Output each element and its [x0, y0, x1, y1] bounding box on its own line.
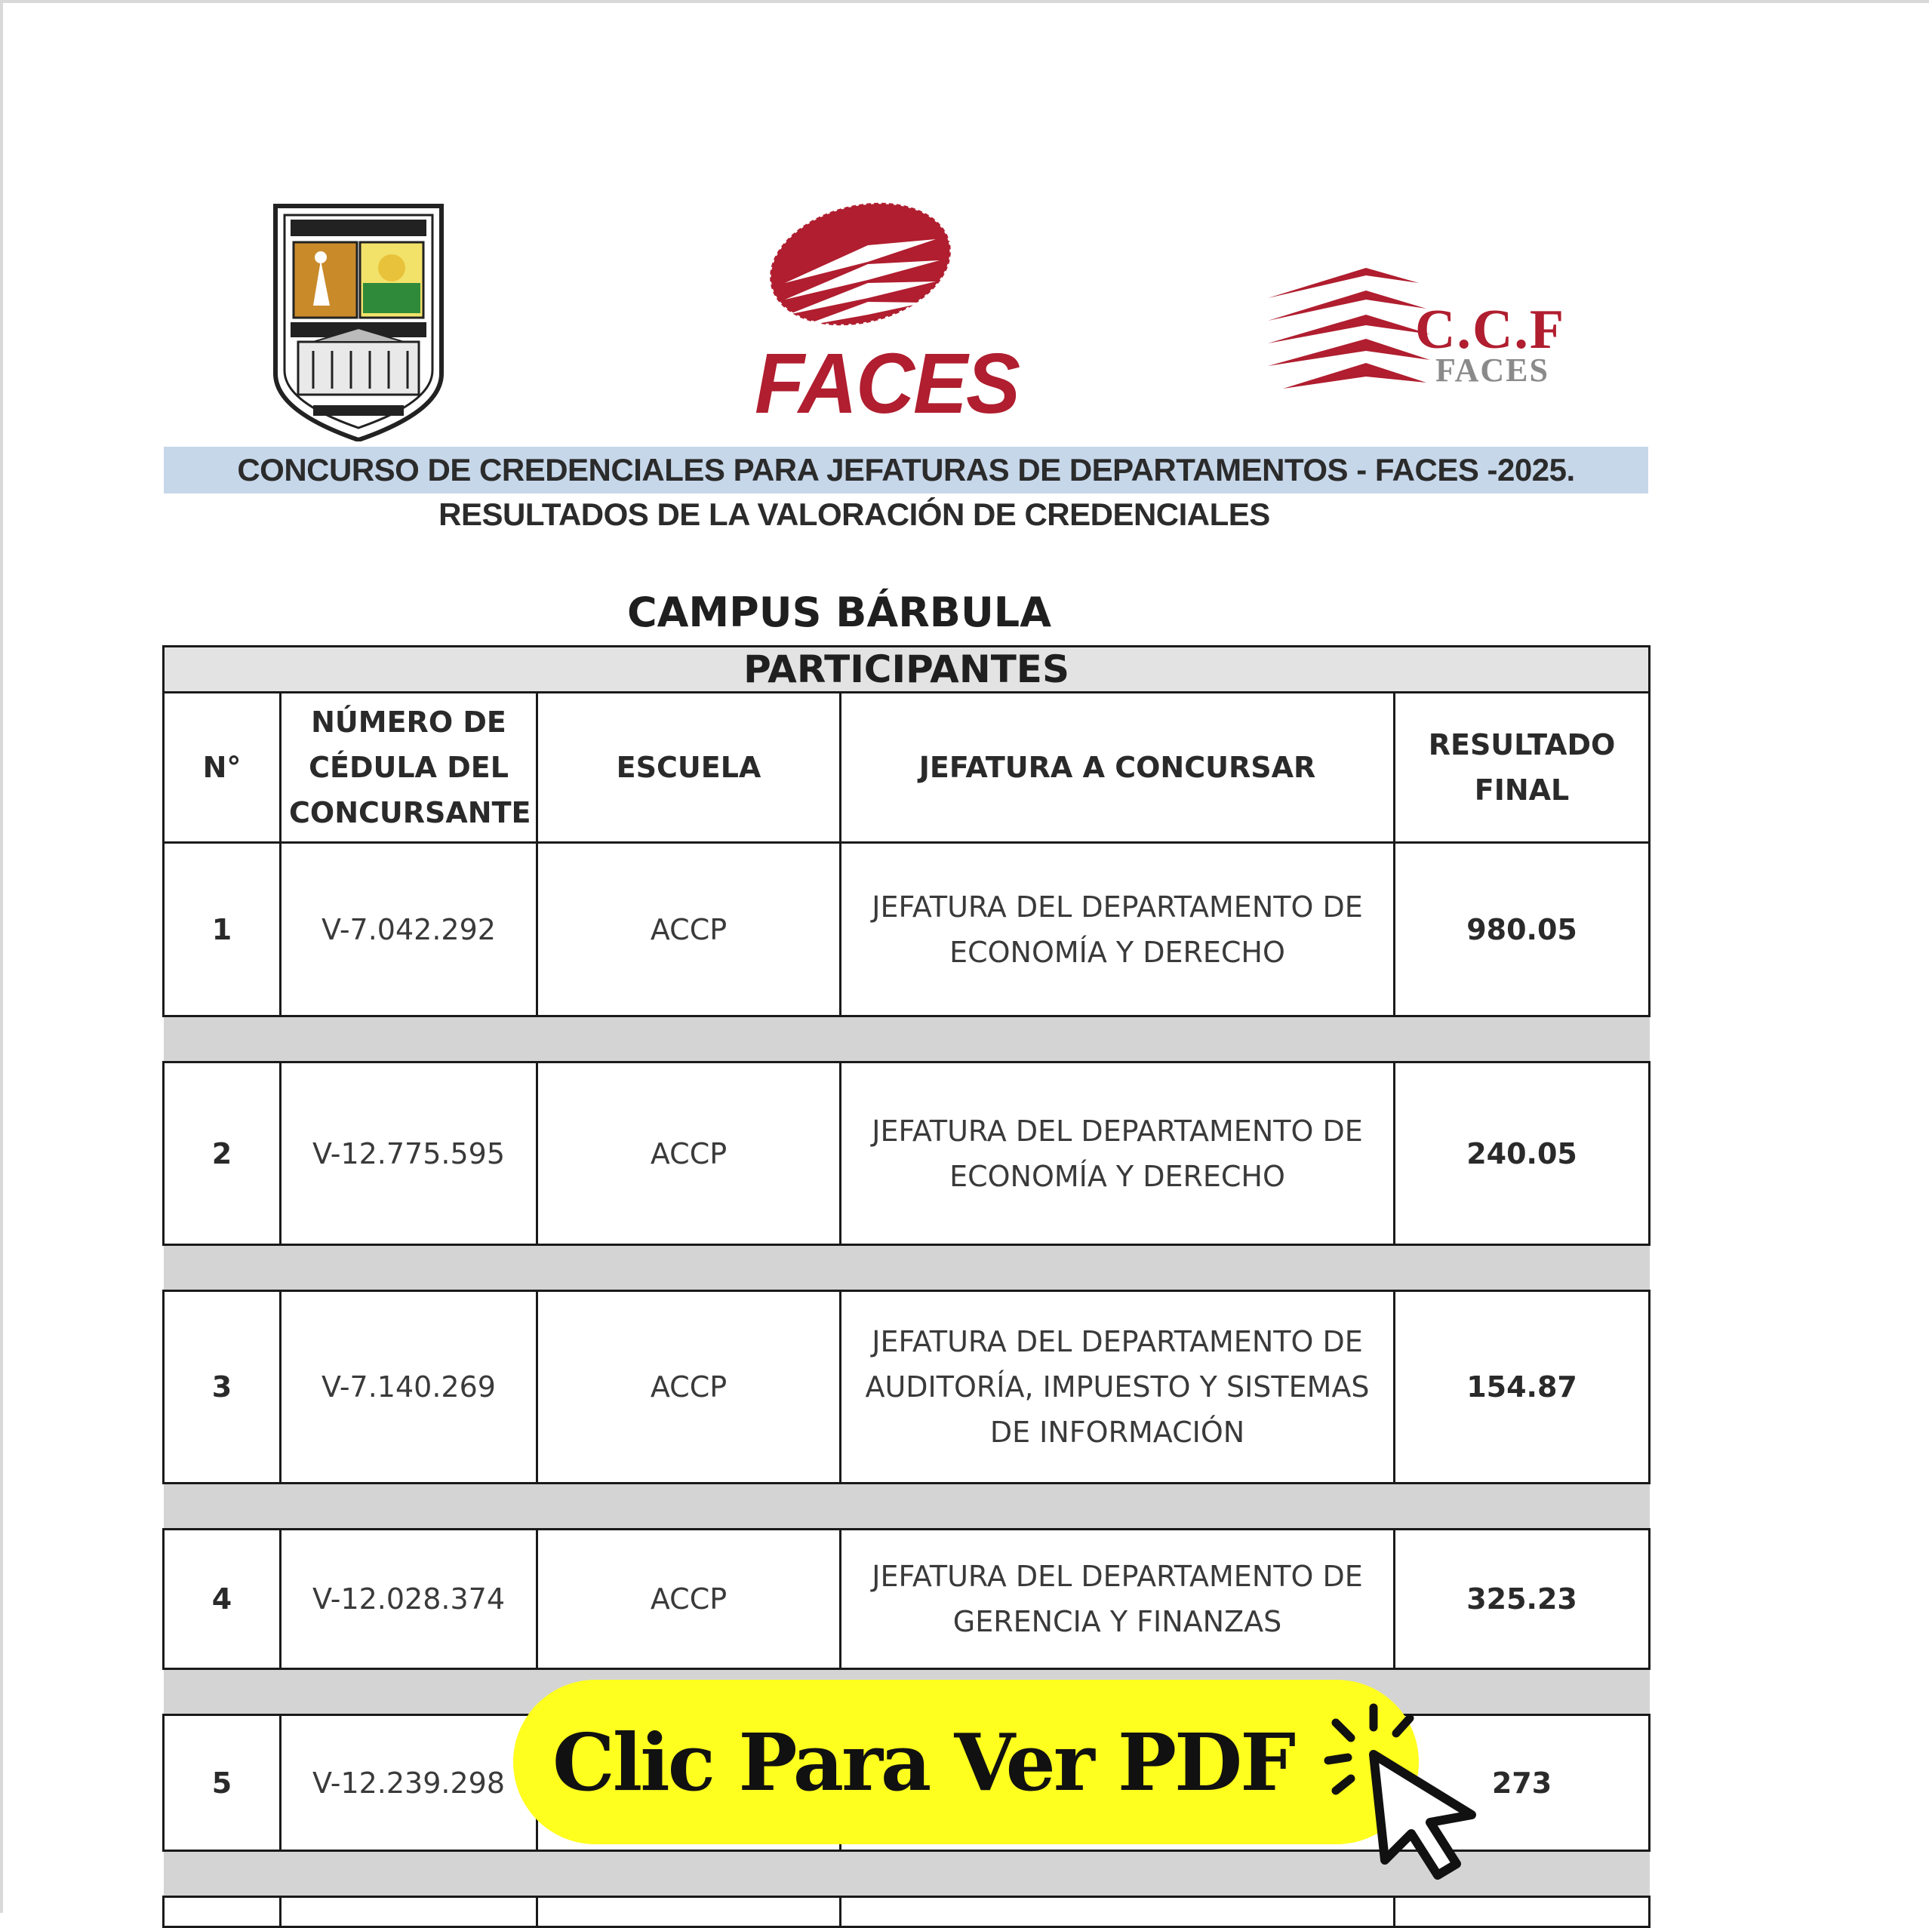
cell-n: 5 [164, 1715, 281, 1851]
cell-escuela: ACCP [537, 843, 841, 1016]
cell-cedula: V-12.775.595 [281, 1062, 537, 1245]
cell-resultado: 273 [1395, 1715, 1650, 1851]
cell-resultado: 980.05 [1395, 843, 1650, 1016]
cell-cedula: V-7.140.269 [281, 1291, 537, 1484]
faces-logo-text: FACES [755, 334, 1020, 432]
table-row [164, 1062, 1650, 1245]
table-row [164, 1291, 1650, 1484]
cell-cedula: V-7.042.292 [281, 843, 537, 1016]
row-separator [164, 1245, 1650, 1291]
cell-jefatura: JEFATURA DEL DEPARTAMENTO DE GERENCIA Y FINANZAS [841, 1530, 1395, 1669]
table-row [164, 1530, 1650, 1669]
column-header-resultado: RESULTADO FINAL [1395, 693, 1650, 843]
participants-header: PARTICIPANTES [164, 647, 1650, 693]
university-shield-logo [268, 200, 449, 441]
ccf-logo-text: C.C.F [1415, 299, 1566, 361]
cell-n: 4 [164, 1530, 281, 1669]
cell-resultado: 154.87 [1395, 1291, 1650, 1484]
cell-resultado: 240.05 [1395, 1062, 1650, 1245]
pointer-cursor-icon [1321, 1702, 1494, 1883]
cell-n: 1 [164, 843, 281, 1016]
table-header-row [164, 693, 1650, 843]
column-header-cedula: NÚMERO DE CÉDULA DEL CONCURSANTE [281, 693, 537, 843]
cell-n: 2 [164, 1062, 281, 1245]
cell-jefatura: JEFATURA DEL DEPARTAMENTO DE AUDITORÍA, IMPUESTO Y SISTEMAS DE INFORMACIÓN [841, 1291, 1395, 1484]
cell-n: 3 [164, 1291, 281, 1484]
column-header-n: N° [164, 693, 281, 843]
cell-escuela: ACCP [537, 1291, 841, 1484]
faces-logo [755, 192, 1020, 432]
ccf-logo-subtext: FACES [1435, 352, 1549, 389]
cell-jefatura: JEFATURA DEL DEPARTAMENTO DE ECONOMÍA Y DERECHO [841, 843, 1395, 1016]
cell-jefatura: JEFATURA DEL DEPARTAMENTO DE ECONOMÍA Y DERECHO [841, 1062, 1395, 1245]
cell-cedula: V-12.028.374 [281, 1530, 537, 1669]
campus-heading: CAMPUS BÁRBULA [626, 589, 1052, 636]
view-pdf-button-label: Clic Para Ver PDF [552, 1715, 1294, 1809]
table-group-header [164, 647, 1650, 693]
document-title: CONCURSO DE CREDENCIALES PARA JEFATURAS DE DEPARTAMENTOS - FACES -2025. [237, 452, 1575, 487]
cell-resultado: 325.23 [1395, 1530, 1650, 1669]
row-separator [164, 1484, 1650, 1530]
cell-escuela: ACCP [537, 1062, 841, 1245]
table-row [164, 1897, 1650, 1927]
cell-cedula: V-12.239.298 [281, 1715, 537, 1851]
view-pdf-button[interactable] [513, 1680, 1419, 1844]
ccf-logo [1268, 268, 1585, 396]
table-row [164, 843, 1650, 1016]
column-header-jefatura: JEFATURA A CONCURSAR [841, 693, 1395, 843]
column-header-escuela: ESCUELA [537, 693, 841, 843]
cell-escuela: ACCP [537, 1530, 841, 1669]
row-separator [164, 1016, 1650, 1062]
document-subtitle: RESULTADOS DE LA VALORACIÓN DE CREDENCIALES [438, 497, 1270, 532]
